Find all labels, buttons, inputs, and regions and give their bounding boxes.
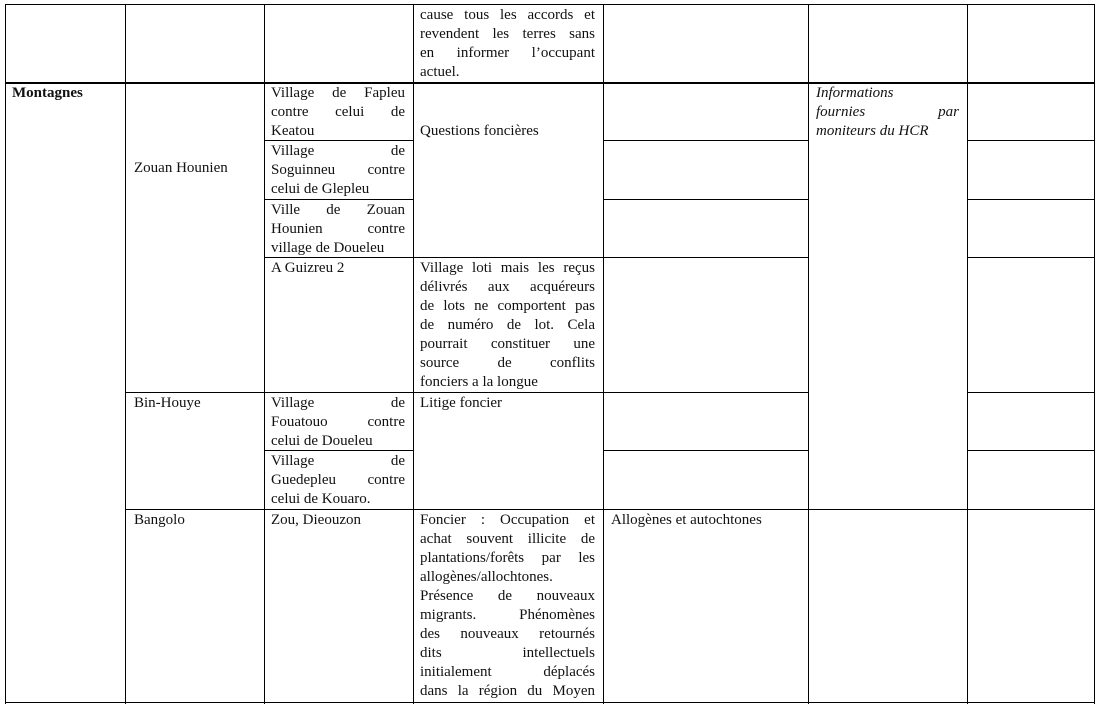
row-divider-soguinneu-col6 [967, 199, 1094, 200]
row-divider-guizreu [125, 392, 808, 393]
locality-zou-dieouzon: Zou, Dieouzon [271, 512, 361, 528]
table-bottom-edge [5, 702, 1094, 703]
actors-allogenes-autochtones: Allogènes et autochtones [611, 512, 762, 528]
table-top-border [5, 4, 1094, 5]
column-divider-conflict [413, 4, 414, 704]
row-divider-fouatouo-col6 [967, 450, 1094, 451]
row-divider-fouatouo-col4 [603, 450, 808, 451]
row-divider-zouan-ville-col6 [967, 257, 1094, 258]
row-divider-guizreu-col6 [967, 392, 1094, 393]
source-hcr: Informations fournies par moniteurs du HCR [816, 85, 959, 139]
column-divider-department [125, 4, 126, 704]
locality-fapleu: Village de Fapleu contre celui de Keatou [271, 85, 405, 139]
locality-soguinneu: Village de Soguinneu contre celui de Glepleu [271, 143, 405, 197]
department-bin-houye: Bin-Houye [134, 395, 201, 411]
department-zouan-hounien: Zouan Hounien [134, 160, 228, 176]
conflict-litige-foncier: Litige foncier [420, 395, 503, 411]
conflict-village-loti: Village loti mais les reçus délivrés aux acquéreurs de lots ne comportent pas de numéro de lot. Cela pourrait constituer une source de conflits fonciers a la longue [420, 260, 595, 390]
row-divider-soguinneu-col4 [603, 199, 808, 200]
conflict-foncier-occupation: Foncier : Occupation et achat souvent illicite de plantations/forêts par les allogènes/allochtones. Présence de nouveaux migrants. Phénomènes des nouveaux retournés dits intellectuels initialement déplacés dans la région du Moyen [420, 512, 595, 699]
row-divider-fapleu-col4 [603, 140, 808, 141]
column-divider-extra [967, 4, 968, 704]
row-divider-binhouye [125, 509, 1094, 510]
column-divider-left-edge [5, 4, 6, 704]
row-divider-soguinneu-col2 [264, 199, 413, 200]
row-divider-fapleu-col6 [967, 140, 1094, 141]
locality-guedepleu: Village de Guedepleu contre celui de Kouaro. [271, 453, 405, 507]
column-divider-actors [603, 4, 604, 704]
column-divider-source [808, 4, 809, 704]
locality-guizreu: A Guizreu 2 [271, 260, 345, 276]
locality-fouatouo: Village de Fouatouo contre celui de Doueleu [271, 395, 405, 449]
locality-zouan-ville: Ville de Zouan Hounien contre village de Doueleu [271, 202, 405, 256]
department-bangolo: Bangolo [134, 512, 185, 528]
top-row-conflict-text: cause tous les accords et revendent les terres sans en informer l’occupant actuel. [420, 7, 595, 80]
column-divider-right-edge [1094, 4, 1095, 704]
column-divider-locality [264, 4, 265, 704]
conflict-questions-foncieres: Questions foncières [420, 123, 539, 139]
region-label: Montagnes [12, 85, 83, 101]
